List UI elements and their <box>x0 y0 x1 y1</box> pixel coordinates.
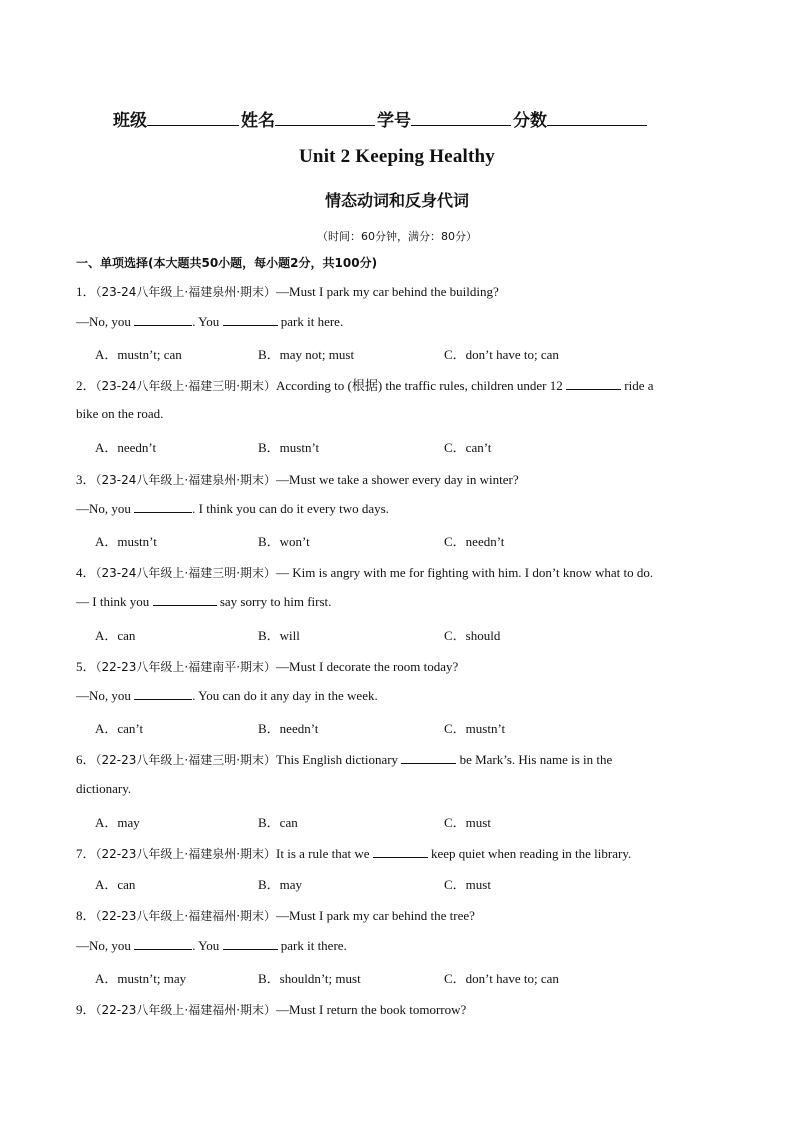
option-b[interactable]: B．will <box>258 628 300 643</box>
option-c[interactable]: C．must <box>444 877 491 892</box>
score-label: 分数 <box>513 111 547 131</box>
option-c[interactable]: C．can’t <box>444 440 492 455</box>
question-9 <box>76 999 466 1018</box>
question-text: park it there. <box>277 938 347 953</box>
question-1 <box>76 281 499 300</box>
question-number: 1． <box>76 284 96 299</box>
question-source: （23-24八年级上·福建三明·期末） <box>95 566 277 580</box>
option-a[interactable]: A．mustn’t; can <box>95 347 182 362</box>
score-blank[interactable] <box>547 109 647 126</box>
option-b[interactable]: B．can <box>258 815 298 830</box>
option-b[interactable]: B．shouldn’t; must <box>258 971 361 986</box>
option-a[interactable]: A．needn’t <box>95 440 157 455</box>
question-source: （22-23八年级上·福建南平·期末） <box>95 660 277 674</box>
option-a[interactable]: A．can’t <box>95 721 144 736</box>
option-c[interactable]: C．mustn’t <box>444 721 506 736</box>
exam-meta: （时间：60分钟，满分：80分） <box>317 230 477 243</box>
question-text: —Must we take a shower every day in winter? <box>276 472 519 487</box>
option-b[interactable]: B．mustn’t <box>258 440 320 455</box>
question-number: 7． <box>76 846 96 861</box>
question-text: —Must I park my car behind the tree? <box>276 908 475 923</box>
question-6 <box>76 749 612 768</box>
question-8 <box>76 905 475 924</box>
answer-blank[interactable] <box>134 500 192 513</box>
question-3-line-2 <box>76 500 389 517</box>
question-text: —No, you <box>76 501 135 516</box>
page-title: Unit 2 Keeping Healthy <box>299 146 495 167</box>
answer-blank[interactable] <box>153 593 217 606</box>
question-text: —No, you <box>76 314 135 329</box>
answer-blank[interactable] <box>566 377 621 390</box>
student-id-blank[interactable] <box>411 109 511 126</box>
question-number: 5． <box>76 659 96 674</box>
answer-blank[interactable] <box>373 845 428 858</box>
answer-blank[interactable] <box>134 313 192 326</box>
answer-blank[interactable] <box>401 751 456 764</box>
name-blank[interactable] <box>275 109 375 126</box>
answer-blank[interactable] <box>223 313 278 326</box>
option-a[interactable]: A．mustn’t <box>95 534 157 549</box>
question-number: 9． <box>76 1002 96 1017</box>
answer-blank[interactable] <box>134 937 192 950</box>
student-id-label: 学号 <box>377 111 411 131</box>
question-4-line-2 <box>76 593 331 610</box>
question-text: keep quiet when reading in the library. <box>427 846 632 861</box>
question-number: 4． <box>76 565 96 580</box>
class-label: 班级 <box>113 111 147 131</box>
option-a[interactable]: A．may <box>95 815 140 830</box>
question-source: （23-24八年级上·福建泉州·期末） <box>95 285 277 299</box>
question-text: —Must I park my car behind the building? <box>276 284 499 299</box>
name-label: 姓名 <box>241 111 275 131</box>
option-a[interactable]: A．mustn’t; may <box>95 971 187 986</box>
question-8-line-2 <box>76 937 347 954</box>
option-b[interactable]: B．may <box>258 877 303 892</box>
question-text: — I think you <box>76 594 153 609</box>
question-text: . You <box>192 938 223 953</box>
question-text: — Kim is angry with me for fighting with him. I don’t know what to do. <box>276 565 654 580</box>
question-6-line-2: dictionary. <box>76 781 132 796</box>
option-b[interactable]: B．won’t <box>258 534 310 549</box>
question-text: . You can do it any day in the week. <box>192 688 378 703</box>
question-source: （22-23八年级上·福建泉州·期末） <box>95 847 277 861</box>
question-source: （23-24八年级上·福建泉州·期末） <box>95 473 277 487</box>
answer-blank[interactable] <box>223 937 278 950</box>
question-3 <box>76 469 519 488</box>
question-text: . You <box>192 314 223 329</box>
question-text: —Must I return the book tomorrow? <box>276 1002 467 1017</box>
section-heading: 一、单项选择(本大题共50小题，每小题2分，共100分) <box>76 256 378 270</box>
question-number: 3． <box>76 472 96 487</box>
question-text: —No, you <box>76 938 135 953</box>
option-c[interactable]: C．must <box>444 815 491 830</box>
option-b[interactable]: B．needn’t <box>258 721 319 736</box>
question-5-line-2 <box>76 687 378 704</box>
question-text: This English dictionary <box>276 752 402 767</box>
option-b[interactable]: B．may not; must <box>258 347 355 362</box>
option-a[interactable]: A．can <box>95 877 136 892</box>
question-source: （22-23八年级上·福建三明·期末） <box>95 753 277 767</box>
question-text: be Mark’s. His name is in the <box>456 752 613 767</box>
question-text: —No, you <box>76 688 135 703</box>
question-text: ride a <box>621 378 654 393</box>
question-1-line-2 <box>76 313 343 330</box>
question-text: park it here. <box>277 314 344 329</box>
question-text: According to (根据) the traffic rules, children under 12 <box>276 378 567 393</box>
question-source: （22-23八年级上·福建福州·期末） <box>95 1003 277 1017</box>
question-text: say sorry to him first. <box>216 594 332 609</box>
question-source: （22-23八年级上·福建福州·期末） <box>95 909 277 923</box>
question-2-line-2: bike on the road. <box>76 406 164 421</box>
question-text: —Must I decorate the room today? <box>276 659 459 674</box>
question-number: 6． <box>76 752 96 767</box>
question-7 <box>76 843 631 862</box>
option-c[interactable]: C．don’t have to; can <box>444 971 559 986</box>
page-subtitle: 情态动词和反身代词 <box>324 191 469 210</box>
class-blank[interactable] <box>147 109 239 126</box>
option-c[interactable]: C．don’t have to; can <box>444 347 559 362</box>
question-text: It is a rule that we <box>276 846 373 861</box>
question-number: 8． <box>76 908 96 923</box>
question-number: 2． <box>76 378 96 393</box>
question-4 <box>76 562 653 581</box>
answer-blank[interactable] <box>134 687 192 700</box>
question-2 <box>76 375 654 394</box>
option-c[interactable]: C．should <box>444 628 501 643</box>
student-info-row <box>113 106 673 131</box>
question-source: （23-24八年级上·福建三明·期末） <box>95 379 277 393</box>
option-a[interactable]: A．can <box>95 628 136 643</box>
question-text: . I think you can do it every two days. <box>192 501 389 516</box>
question-5 <box>76 656 458 675</box>
option-c[interactable]: C．needn’t <box>444 534 505 549</box>
